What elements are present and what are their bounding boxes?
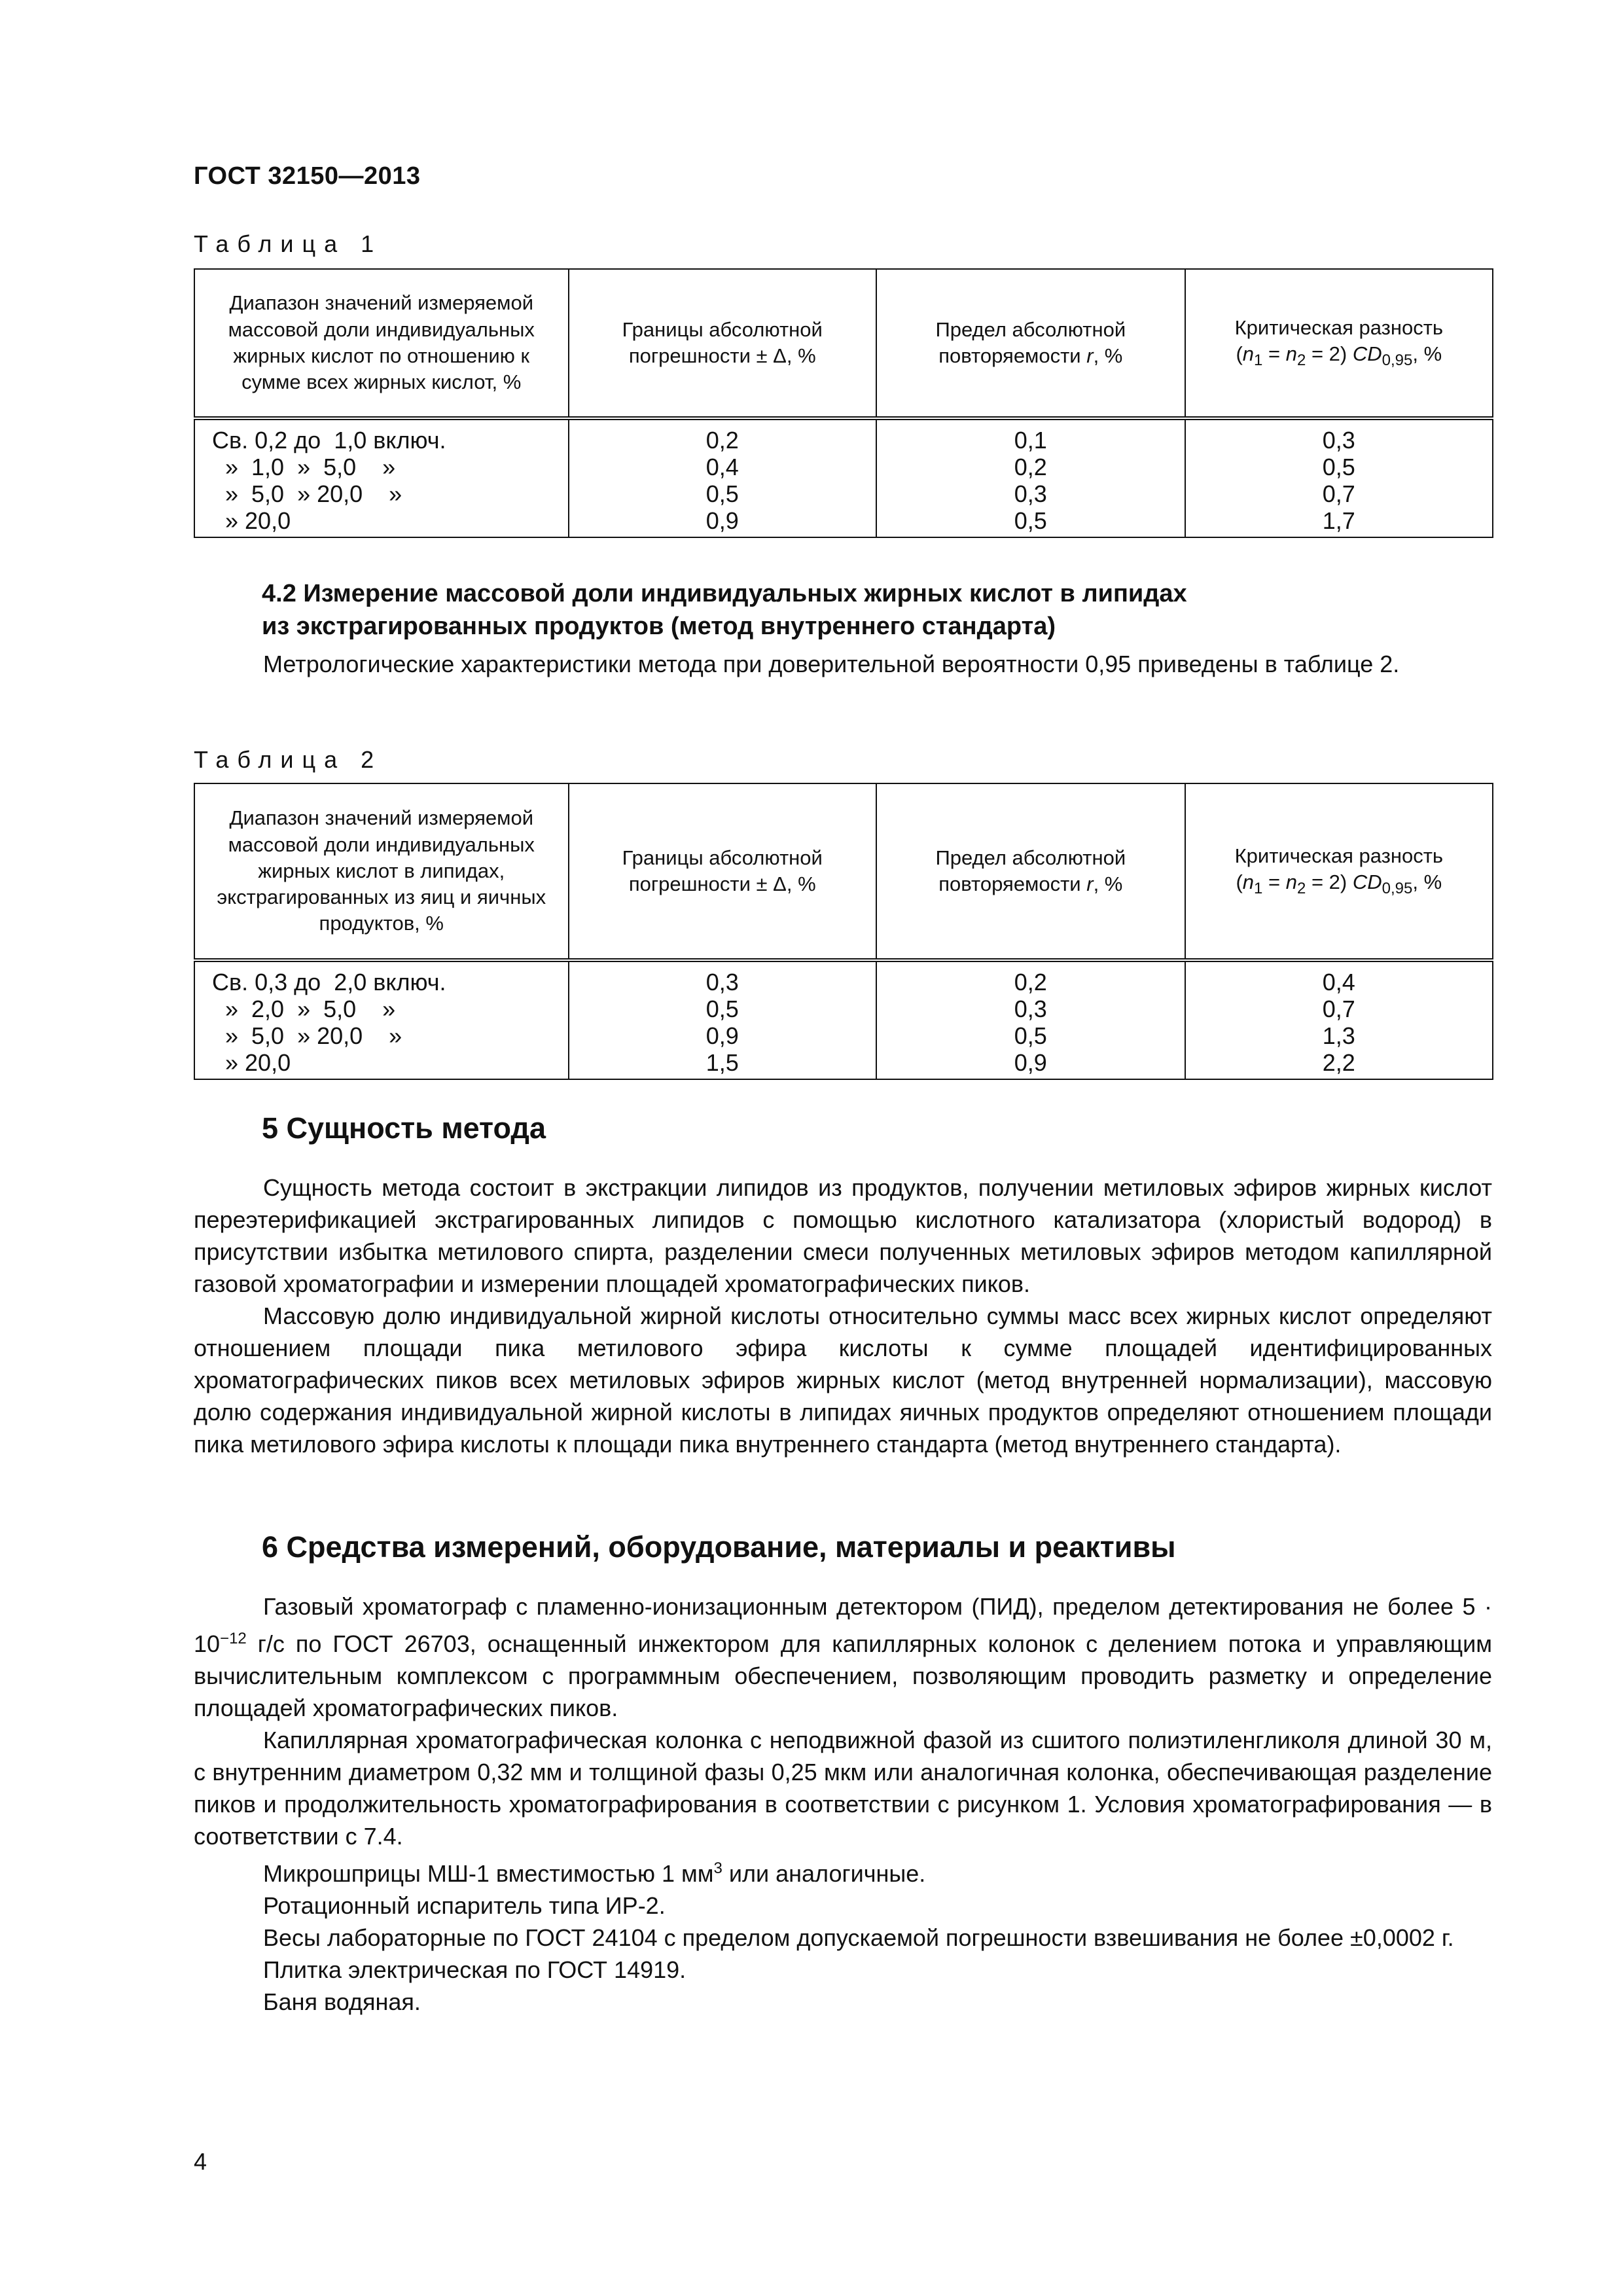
table2-header-delta: Границы абсолютной погрешности ± Δ, % <box>569 783 877 960</box>
table2-r-column <box>876 960 1185 1079</box>
table-cell: 0,5 <box>1014 1022 1047 1049</box>
table1 <box>194 268 1493 538</box>
table-row: » 5,0 » 20,0 » <box>212 480 402 507</box>
table-row: » 2,0 » 5,0 » <box>212 996 396 1022</box>
table1-range-column <box>194 418 569 537</box>
table-cell: 1,7 <box>1322 507 1355 534</box>
table-row: » 20,0 <box>212 1049 291 1076</box>
table-cell: 0,4 <box>1322 969 1355 996</box>
table-cell: 0,1 <box>1014 427 1047 454</box>
section-6-paragraph-6: Плитка электрическая по ГОСТ 14919. <box>263 1956 687 1983</box>
section-4-2-title: 4.2 Измерение массовой доли индивидуальных жирных кислот в липидах из экстрагированных продуктов (метод внутреннего стандарта) <box>262 580 1187 640</box>
table1-cd-column <box>1185 418 1493 537</box>
table-row: » 20,0 <box>212 507 291 534</box>
table2-caption: Таблица 2 <box>194 746 383 773</box>
table-cell: 0,3 <box>1014 996 1047 1022</box>
table-cell: 0,3 <box>705 969 739 996</box>
section-4-2-text: Метрологические характеристики метода при доверительной вероятности 0,95 приведены в таблице 2. <box>263 651 1400 677</box>
table-cell: 0,3 <box>1014 480 1047 507</box>
table-cell: 0,5 <box>1014 507 1047 534</box>
section-6-paragraph-4: Ротационный испаритель типа ИР-2. <box>263 1892 666 1919</box>
table-cell: 1,3 <box>1322 1022 1355 1049</box>
table-cell: 1,5 <box>705 1049 739 1076</box>
table1-caption: Таблица 1 <box>194 230 383 257</box>
section-6-paragraph-5: Весы лабораторные по ГОСТ 24104 с пределом допускаемой погрешности взвешивания не более ±0,0002 г. <box>263 1924 1454 1951</box>
page-number: 4 <box>194 2148 207 2175</box>
table2-cd-column <box>1185 960 1493 1079</box>
table1-header-r: Предел абсолютной повторяемости r, % <box>876 269 1185 418</box>
table-cell: 2,2 <box>1322 1049 1355 1076</box>
table1-header-cd: Критическая разность $(n_1 = n_2 = 2)$ $CD_{0,95}$, % <box>1185 269 1493 418</box>
table1-delta-column <box>569 418 877 537</box>
table-cell: 0,2 <box>1014 454 1047 480</box>
section-5-body <box>194 1172 1492 1460</box>
section-6-paragraph-3: Микрошприцы МШ-1 вместимостью 1 $мм^3$ или аналогичные. <box>263 1859 926 1887</box>
table-cell: 0,9 <box>1014 1049 1047 1076</box>
table-cell: 0,3 <box>1322 427 1355 454</box>
table1-header-range: Диапазон значений измеряемой массовой доли индивидуальных жирных кислот по отношению к сумме всех жирных кислот, % <box>194 269 569 418</box>
document-header: ГОСТ 32150—2013 <box>194 162 421 190</box>
section-6-paragraph-1: Газовый хроматограф с пламенно-ионизационным детектором (ПИД), пределом детектирования не более $5 \cdot 10^{-12}$ г/с по ГОСТ 26703, оснащенный инжектором для капиллярных колонок с делением потока и управляющим вычислительным комплексом с программным обеспечением, позволяющим проводить разметку и определение площадей хроматографических пиков. <box>194 1593 1492 1721</box>
table2-delta-column <box>569 960 877 1079</box>
table-row: Св. 0,2 до 1,0 включ. <box>212 427 446 454</box>
table-cell: 0,7 <box>1322 996 1355 1022</box>
table-cell: 0,2 <box>705 427 739 454</box>
table-cell: 0,5 <box>705 480 739 507</box>
table1-r-column <box>876 418 1185 537</box>
table2-header-r: Предел абсолютной повторяемости r, % <box>876 783 1185 960</box>
table-cell: 0,4 <box>705 454 739 480</box>
section-5-paragraph-2: Массовую долю индивидуальной жирной кислоты относительно суммы масс всех жирных кислот определяют отношением площади пика метилового эфира кислоты к сумме площадей идентифицированных хроматографических пиков всех метиловых эфиров жирных кислот (метод внутренней нормализации), массовую долю содержания индивидуальной жирной кислоты в липидах яичных продуктов определяют отношением площади пика метилового эфира кислоты к площади пика внутреннего стандарта (метод внутреннего стандарта). <box>194 1302 1492 1458</box>
table2-header-cd: Критическая разность $(n_1 = n_2 = 2)$ $CD_{0,95}$, % <box>1185 783 1493 960</box>
table2-range-column <box>194 960 569 1079</box>
table1-header-delta: Границы абсолютной погрешности ± Δ, % <box>569 269 877 418</box>
table-cell: 0,5 <box>1322 454 1355 480</box>
table-row: Св. 0,3 до 2,0 включ. <box>212 969 446 996</box>
table2-header-range: Диапазон значений измеряемой массовой доли индивидуальных жирных кислот в липидах, экстрагированных из яиц и яичных продуктов, % <box>194 783 569 960</box>
table2 <box>194 783 1493 1080</box>
section-6-paragraph-7: Баня водяная. <box>263 1988 421 2015</box>
section-6-title: 6 Средства измерений, оборудование, материалы и реактивы <box>262 1530 1176 1564</box>
table-cell: 0,9 <box>705 507 739 534</box>
section-5-paragraph-1: Сущность метода состоит в экстракции липидов из продуктов, получении метиловых эфиров жирных кислот переэтерификацией экстрагированных липидов с помощью кислотного катализатора (хлористый водород) в присутствии избытка метилового спирта, разделении смеси полученных метиловых эфиров методом капиллярной газовой хроматографии и измерении площадей хроматографических пиков. <box>194 1174 1492 1297</box>
section-6-body <box>194 1590 1492 2018</box>
section-5-title: 5 Сущность метода <box>262 1111 546 1145</box>
section-6-paragraph-2: Капиллярная хроматографическая колонка с неподвижной фазой из сшитого полиэтиленгликоля длиной 30 м, с внутренним диаметром 0,32 мм и толщиной фазы 0,25 мкм или аналогичная колонка, обеспечивающая разделение пиков и продолжительность хроматографирования в соответствии с рисунком 1. Условия хроматографирования — в соответствии с 7.4. <box>194 1727 1492 1850</box>
table-cell: 0,2 <box>1014 969 1047 996</box>
table-cell: 0,7 <box>1322 480 1355 507</box>
table-row: » 1,0 » 5,0 » <box>212 454 396 480</box>
table-cell: 0,9 <box>705 1022 739 1049</box>
table-cell: 0,5 <box>705 996 739 1022</box>
table-row: » 5,0 » 20,0 » <box>212 1022 402 1049</box>
